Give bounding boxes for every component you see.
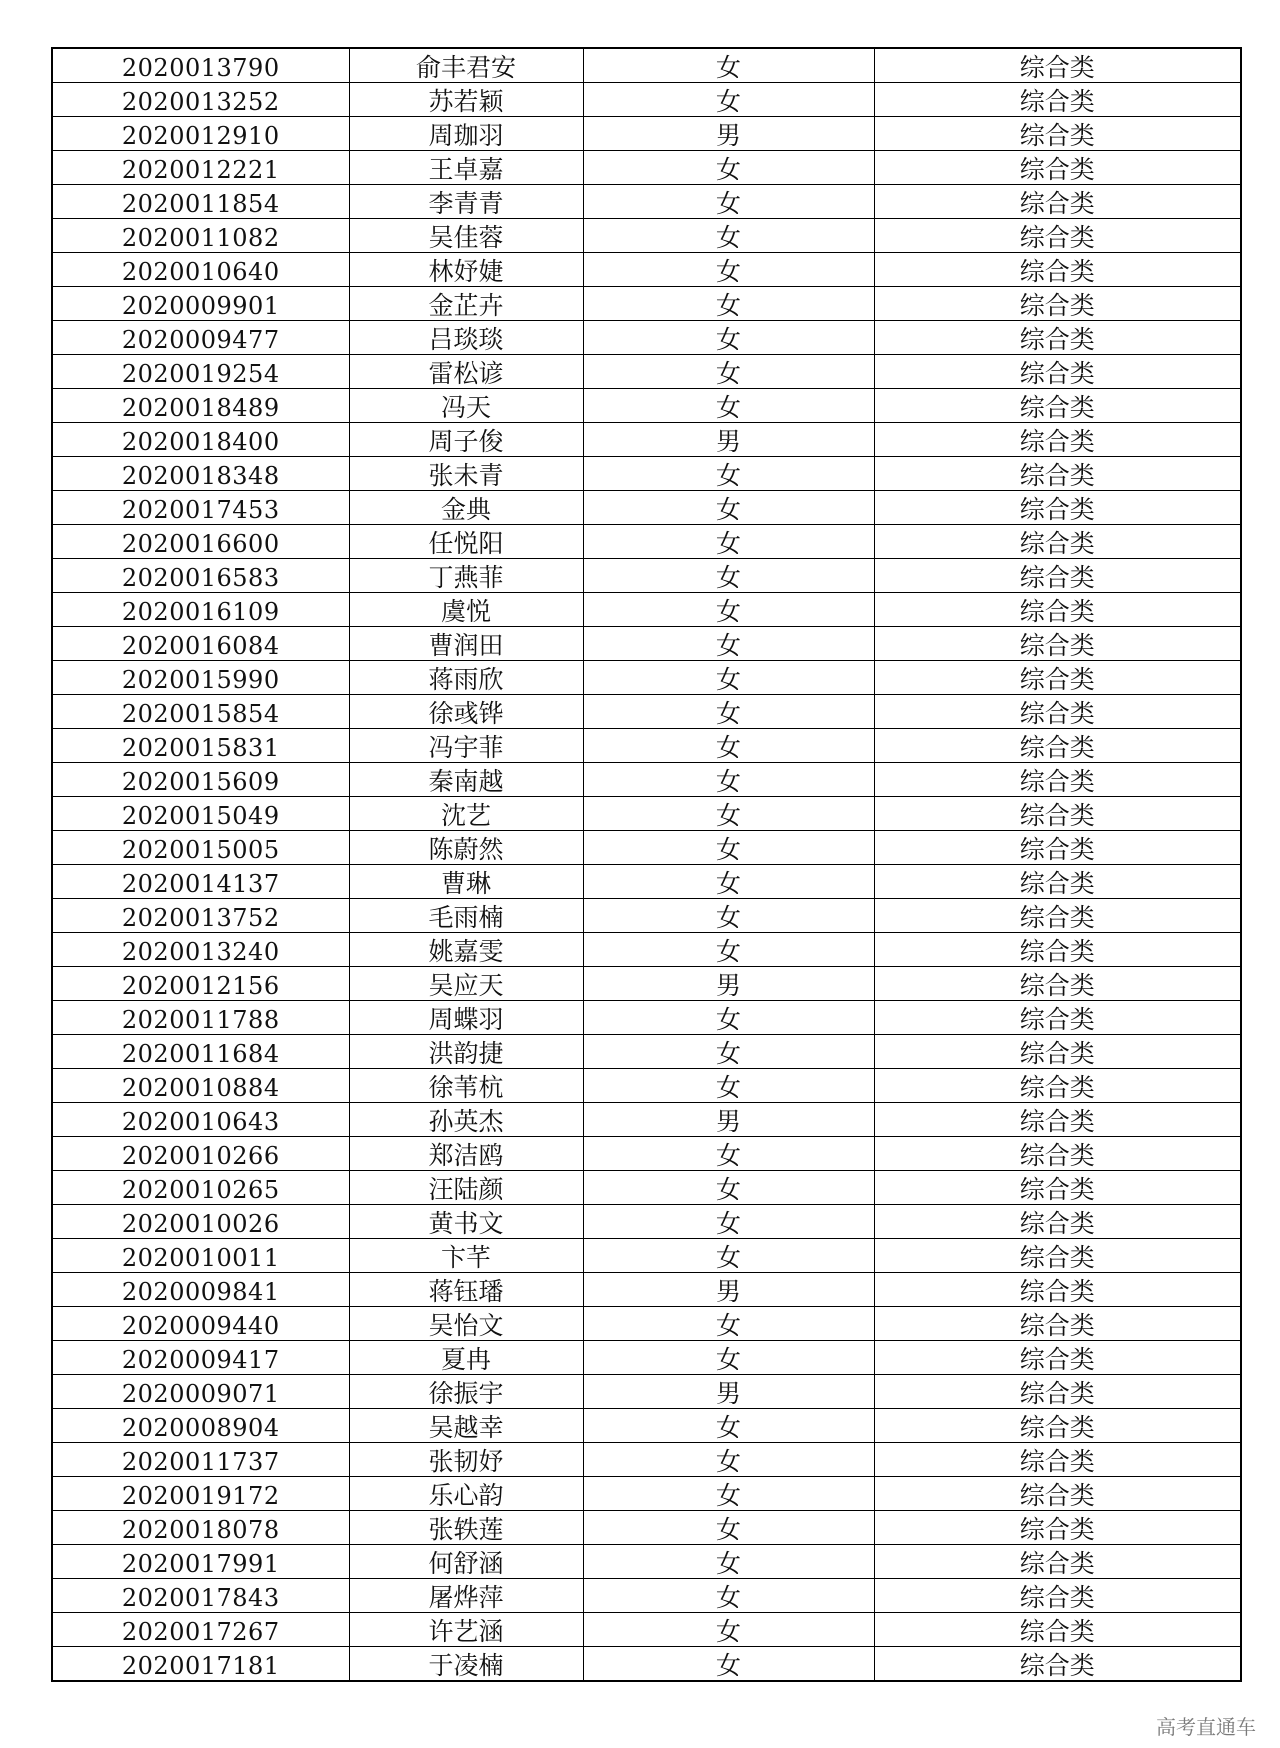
cell-student-id: 2020015854 bbox=[52, 695, 349, 729]
table-row bbox=[52, 1171, 1241, 1205]
cell-student-id: 2020017453 bbox=[52, 491, 349, 525]
cell-category: 综合类 bbox=[874, 1409, 1241, 1443]
cell-category: 综合类 bbox=[874, 593, 1241, 627]
cell-student-name: 虞悦 bbox=[349, 593, 583, 627]
cell-student-name: 汪陆颜 bbox=[349, 1171, 583, 1205]
table-row bbox=[52, 253, 1241, 287]
cell-category: 综合类 bbox=[874, 83, 1241, 117]
cell-category: 综合类 bbox=[874, 457, 1241, 491]
cell-student-name: 张未青 bbox=[349, 457, 583, 491]
cell-student-id: 2020014137 bbox=[52, 865, 349, 899]
cell-student-name: 徐彧铧 bbox=[349, 695, 583, 729]
cell-student-name: 孙英杰 bbox=[349, 1103, 583, 1137]
cell-gender: 女 bbox=[583, 831, 874, 865]
cell-student-id: 2020008904 bbox=[52, 1409, 349, 1443]
cell-gender: 女 bbox=[583, 695, 874, 729]
cell-gender: 男 bbox=[583, 1103, 874, 1137]
cell-gender: 女 bbox=[583, 1069, 874, 1103]
cell-gender: 女 bbox=[583, 559, 874, 593]
cell-category: 综合类 bbox=[874, 967, 1241, 1001]
cell-student-id: 2020012156 bbox=[52, 967, 349, 1001]
cell-student-id: 2020013752 bbox=[52, 899, 349, 933]
cell-student-id: 2020015831 bbox=[52, 729, 349, 763]
cell-gender: 女 bbox=[583, 389, 874, 423]
cell-student-id: 2020011737 bbox=[52, 1443, 349, 1477]
cell-student-id: 2020010640 bbox=[52, 253, 349, 287]
cell-student-id: 2020018348 bbox=[52, 457, 349, 491]
cell-student-name: 洪韵捷 bbox=[349, 1035, 583, 1069]
cell-category: 综合类 bbox=[874, 763, 1241, 797]
cell-student-name: 吴应天 bbox=[349, 967, 583, 1001]
cell-gender: 女 bbox=[583, 1341, 874, 1375]
cell-gender: 女 bbox=[583, 763, 874, 797]
cell-student-name: 姚嘉雯 bbox=[349, 933, 583, 967]
cell-category: 综合类 bbox=[874, 321, 1241, 355]
table-row bbox=[52, 457, 1241, 491]
cell-category: 综合类 bbox=[874, 423, 1241, 457]
table-row bbox=[52, 185, 1241, 219]
cell-student-name: 冯宇菲 bbox=[349, 729, 583, 763]
cell-gender: 女 bbox=[583, 491, 874, 525]
cell-student-name: 曹琳 bbox=[349, 865, 583, 899]
table-row bbox=[52, 967, 1241, 1001]
cell-gender: 女 bbox=[583, 1443, 874, 1477]
cell-category: 综合类 bbox=[874, 1069, 1241, 1103]
cell-student-id: 2020010265 bbox=[52, 1171, 349, 1205]
cell-category: 综合类 bbox=[874, 1205, 1241, 1239]
table-row bbox=[52, 1375, 1241, 1409]
cell-category: 综合类 bbox=[874, 1613, 1241, 1647]
cell-category: 综合类 bbox=[874, 1239, 1241, 1273]
cell-student-id: 2020019172 bbox=[52, 1477, 349, 1511]
cell-category: 综合类 bbox=[874, 865, 1241, 899]
cell-gender: 女 bbox=[583, 321, 874, 355]
cell-category: 综合类 bbox=[874, 1171, 1241, 1205]
cell-category: 综合类 bbox=[874, 219, 1241, 253]
cell-student-id: 2020016109 bbox=[52, 593, 349, 627]
cell-category: 综合类 bbox=[874, 253, 1241, 287]
cell-gender: 男 bbox=[583, 1375, 874, 1409]
cell-category: 综合类 bbox=[874, 1511, 1241, 1545]
cell-student-name: 冯天 bbox=[349, 389, 583, 423]
cell-gender: 女 bbox=[583, 151, 874, 185]
cell-category: 综合类 bbox=[874, 1443, 1241, 1477]
cell-student-id: 2020009477 bbox=[52, 321, 349, 355]
cell-category: 综合类 bbox=[874, 389, 1241, 423]
table-row bbox=[52, 831, 1241, 865]
table-row bbox=[52, 355, 1241, 389]
cell-category: 综合类 bbox=[874, 1375, 1241, 1409]
cell-category: 综合类 bbox=[874, 1273, 1241, 1307]
cell-student-id: 2020015990 bbox=[52, 661, 349, 695]
cell-gender: 女 bbox=[583, 933, 874, 967]
table-row bbox=[52, 1443, 1241, 1477]
cell-student-name: 俞丰君安 bbox=[349, 48, 583, 83]
cell-student-name: 张轶莲 bbox=[349, 1511, 583, 1545]
cell-gender: 女 bbox=[583, 899, 874, 933]
cell-student-name: 周珈羽 bbox=[349, 117, 583, 151]
cell-category: 综合类 bbox=[874, 1103, 1241, 1137]
cell-student-name: 王卓嘉 bbox=[349, 151, 583, 185]
cell-student-name: 周子俊 bbox=[349, 423, 583, 457]
cell-gender: 男 bbox=[583, 967, 874, 1001]
cell-student-name: 丁燕菲 bbox=[349, 559, 583, 593]
table-row bbox=[52, 423, 1241, 457]
cell-category: 综合类 bbox=[874, 695, 1241, 729]
cell-student-name: 于凌楠 bbox=[349, 1647, 583, 1682]
cell-student-id: 2020009417 bbox=[52, 1341, 349, 1375]
cell-student-id: 2020017843 bbox=[52, 1579, 349, 1613]
cell-student-name: 蒋钰璠 bbox=[349, 1273, 583, 1307]
cell-category: 综合类 bbox=[874, 1307, 1241, 1341]
cell-student-id: 2020018078 bbox=[52, 1511, 349, 1545]
cell-student-id: 2020010026 bbox=[52, 1205, 349, 1239]
cell-gender: 女 bbox=[583, 287, 874, 321]
table-row bbox=[52, 559, 1241, 593]
table-row bbox=[52, 1273, 1241, 1307]
cell-gender: 女 bbox=[583, 83, 874, 117]
cell-student-id: 2020016084 bbox=[52, 627, 349, 661]
cell-student-id: 2020011854 bbox=[52, 185, 349, 219]
cell-student-id: 2020009901 bbox=[52, 287, 349, 321]
cell-gender: 女 bbox=[583, 593, 874, 627]
cell-student-id: 2020013790 bbox=[52, 48, 349, 83]
cell-gender: 女 bbox=[583, 865, 874, 899]
table-row bbox=[52, 933, 1241, 967]
cell-student-id: 2020015005 bbox=[52, 831, 349, 865]
cell-gender: 女 bbox=[583, 219, 874, 253]
cell-category: 综合类 bbox=[874, 559, 1241, 593]
cell-student-name: 雷松谚 bbox=[349, 355, 583, 389]
cell-gender: 女 bbox=[583, 1647, 874, 1682]
cell-student-name: 何舒涵 bbox=[349, 1545, 583, 1579]
roster-table-body bbox=[52, 48, 1241, 1681]
table-row bbox=[52, 1239, 1241, 1273]
cell-category: 综合类 bbox=[874, 797, 1241, 831]
cell-student-name: 吕琰琰 bbox=[349, 321, 583, 355]
cell-student-id: 2020015609 bbox=[52, 763, 349, 797]
table-row bbox=[52, 1307, 1241, 1341]
table-row bbox=[52, 117, 1241, 151]
table-row bbox=[52, 1035, 1241, 1069]
cell-student-name: 许艺涵 bbox=[349, 1613, 583, 1647]
cell-gender: 男 bbox=[583, 117, 874, 151]
cell-gender: 女 bbox=[583, 253, 874, 287]
cell-category: 综合类 bbox=[874, 1545, 1241, 1579]
table-row bbox=[52, 695, 1241, 729]
table-row bbox=[52, 797, 1241, 831]
cell-student-name: 徐振宇 bbox=[349, 1375, 583, 1409]
table-row bbox=[52, 1001, 1241, 1035]
cell-student-id: 2020011684 bbox=[52, 1035, 349, 1069]
cell-gender: 女 bbox=[583, 1307, 874, 1341]
cell-gender: 女 bbox=[583, 1239, 874, 1273]
cell-student-id: 2020015049 bbox=[52, 797, 349, 831]
table-row bbox=[52, 287, 1241, 321]
cell-gender: 女 bbox=[583, 1545, 874, 1579]
cell-student-name: 任悦阳 bbox=[349, 525, 583, 559]
cell-student-id: 2020017181 bbox=[52, 1647, 349, 1682]
table-row bbox=[52, 525, 1241, 559]
cell-gender: 女 bbox=[583, 457, 874, 491]
cell-gender: 女 bbox=[583, 355, 874, 389]
cell-student-name: 沈艺 bbox=[349, 797, 583, 831]
table-row bbox=[52, 1103, 1241, 1137]
cell-student-id: 2020017267 bbox=[52, 1613, 349, 1647]
table-row bbox=[52, 729, 1241, 763]
cell-category: 综合类 bbox=[874, 48, 1241, 83]
table-row bbox=[52, 661, 1241, 695]
table-row bbox=[52, 1613, 1241, 1647]
cell-gender: 女 bbox=[583, 1171, 874, 1205]
cell-category: 综合类 bbox=[874, 1001, 1241, 1035]
cell-student-id: 2020016600 bbox=[52, 525, 349, 559]
cell-student-id: 2020012221 bbox=[52, 151, 349, 185]
table-row bbox=[52, 1137, 1241, 1171]
cell-category: 综合类 bbox=[874, 117, 1241, 151]
cell-student-name: 陈蔚然 bbox=[349, 831, 583, 865]
watermark: 高考直通车 bbox=[1156, 1715, 1256, 1739]
cell-gender: 女 bbox=[583, 1205, 874, 1239]
cell-student-name: 乐心韵 bbox=[349, 1477, 583, 1511]
cell-student-name: 夏冉 bbox=[349, 1341, 583, 1375]
cell-category: 综合类 bbox=[874, 355, 1241, 389]
table-row bbox=[52, 151, 1241, 185]
cell-student-name: 吴越幸 bbox=[349, 1409, 583, 1443]
table-row bbox=[52, 1511, 1241, 1545]
cell-category: 综合类 bbox=[874, 899, 1241, 933]
cell-student-name: 李青青 bbox=[349, 185, 583, 219]
cell-gender: 女 bbox=[583, 729, 874, 763]
cell-student-name: 林妤婕 bbox=[349, 253, 583, 287]
cell-gender: 男 bbox=[583, 423, 874, 457]
cell-student-id: 2020011082 bbox=[52, 219, 349, 253]
table-row bbox=[52, 899, 1241, 933]
cell-student-name: 屠烨萍 bbox=[349, 1579, 583, 1613]
cell-student-id: 2020011788 bbox=[52, 1001, 349, 1035]
cell-student-name: 张韧妤 bbox=[349, 1443, 583, 1477]
cell-student-id: 2020010643 bbox=[52, 1103, 349, 1137]
cell-student-name: 苏若颖 bbox=[349, 83, 583, 117]
table-row bbox=[52, 593, 1241, 627]
cell-category: 综合类 bbox=[874, 491, 1241, 525]
cell-category: 综合类 bbox=[874, 1477, 1241, 1511]
roster-table bbox=[51, 47, 1242, 1682]
cell-gender: 女 bbox=[583, 48, 874, 83]
cell-gender: 女 bbox=[583, 661, 874, 695]
cell-student-name: 徐苇杭 bbox=[349, 1069, 583, 1103]
table-row bbox=[52, 1545, 1241, 1579]
cell-student-id: 2020013240 bbox=[52, 933, 349, 967]
cell-student-id: 2020009841 bbox=[52, 1273, 349, 1307]
cell-student-id: 2020017991 bbox=[52, 1545, 349, 1579]
cell-student-id: 2020010011 bbox=[52, 1239, 349, 1273]
cell-gender: 女 bbox=[583, 627, 874, 661]
cell-category: 综合类 bbox=[874, 1647, 1241, 1682]
table-row bbox=[52, 1579, 1241, 1613]
cell-student-name: 吴佳蓉 bbox=[349, 219, 583, 253]
cell-student-id: 2020009071 bbox=[52, 1375, 349, 1409]
cell-student-name: 曹润田 bbox=[349, 627, 583, 661]
cell-gender: 女 bbox=[583, 185, 874, 219]
cell-category: 综合类 bbox=[874, 151, 1241, 185]
cell-gender: 女 bbox=[583, 1035, 874, 1069]
cell-gender: 女 bbox=[583, 1409, 874, 1443]
cell-category: 综合类 bbox=[874, 1035, 1241, 1069]
cell-student-name: 金典 bbox=[349, 491, 583, 525]
table-row bbox=[52, 491, 1241, 525]
cell-student-id: 2020010884 bbox=[52, 1069, 349, 1103]
cell-category: 综合类 bbox=[874, 1341, 1241, 1375]
cell-gender: 女 bbox=[583, 1511, 874, 1545]
cell-gender: 女 bbox=[583, 797, 874, 831]
cell-gender: 女 bbox=[583, 1579, 874, 1613]
table-row bbox=[52, 219, 1241, 253]
cell-student-id: 2020018489 bbox=[52, 389, 349, 423]
cell-category: 综合类 bbox=[874, 1579, 1241, 1613]
cell-student-name: 毛雨楠 bbox=[349, 899, 583, 933]
table-row bbox=[52, 1069, 1241, 1103]
cell-student-name: 周蝶羽 bbox=[349, 1001, 583, 1035]
cell-category: 综合类 bbox=[874, 729, 1241, 763]
cell-student-name: 金芷卉 bbox=[349, 287, 583, 321]
cell-category: 综合类 bbox=[874, 933, 1241, 967]
cell-gender: 女 bbox=[583, 1137, 874, 1171]
table-row bbox=[52, 1409, 1241, 1443]
table-row bbox=[52, 48, 1241, 83]
cell-student-name: 秦南越 bbox=[349, 763, 583, 797]
cell-student-id: 2020012910 bbox=[52, 117, 349, 151]
cell-category: 综合类 bbox=[874, 287, 1241, 321]
table-row bbox=[52, 1647, 1241, 1682]
cell-student-id: 2020009440 bbox=[52, 1307, 349, 1341]
cell-student-id: 2020013252 bbox=[52, 83, 349, 117]
table-row bbox=[52, 1477, 1241, 1511]
table-row bbox=[52, 1205, 1241, 1239]
cell-gender: 女 bbox=[583, 1613, 874, 1647]
table-row bbox=[52, 83, 1241, 117]
table-row bbox=[52, 763, 1241, 797]
cell-category: 综合类 bbox=[874, 661, 1241, 695]
cell-student-id: 2020019254 bbox=[52, 355, 349, 389]
table-row bbox=[52, 389, 1241, 423]
cell-category: 综合类 bbox=[874, 185, 1241, 219]
table-row bbox=[52, 627, 1241, 661]
cell-gender: 女 bbox=[583, 1477, 874, 1511]
cell-category: 综合类 bbox=[874, 1137, 1241, 1171]
cell-gender: 女 bbox=[583, 1001, 874, 1035]
cell-category: 综合类 bbox=[874, 831, 1241, 865]
cell-student-name: 黄书文 bbox=[349, 1205, 583, 1239]
cell-gender: 女 bbox=[583, 525, 874, 559]
cell-student-name: 郑洁鸥 bbox=[349, 1137, 583, 1171]
cell-gender: 男 bbox=[583, 1273, 874, 1307]
cell-student-name: 吴怡文 bbox=[349, 1307, 583, 1341]
cell-student-id: 2020016583 bbox=[52, 559, 349, 593]
table-row bbox=[52, 321, 1241, 355]
cell-category: 综合类 bbox=[874, 627, 1241, 661]
cell-student-id: 2020018400 bbox=[52, 423, 349, 457]
cell-student-name: 蒋雨欣 bbox=[349, 661, 583, 695]
cell-category: 综合类 bbox=[874, 525, 1241, 559]
table-row bbox=[52, 865, 1241, 899]
cell-student-name: 卞芊 bbox=[349, 1239, 583, 1273]
cell-student-id: 2020010266 bbox=[52, 1137, 349, 1171]
table-row bbox=[52, 1341, 1241, 1375]
